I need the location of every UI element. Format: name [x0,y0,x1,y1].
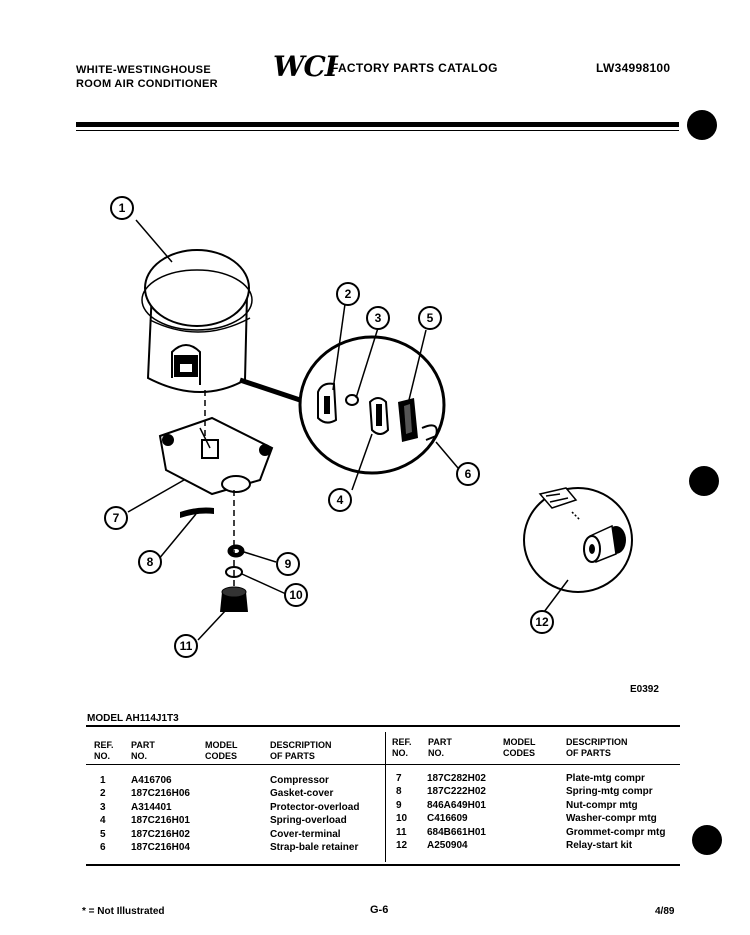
wci-logo: WCI [273,50,337,83]
catalog-number: LW34998100 [596,61,671,75]
table-row: 9 846A649H01 Nut-compr mtg [396,799,638,811]
table-row: 1 A416706 Compressor [100,774,329,786]
callout-12: 12 [530,610,554,634]
parts-list-left [100,774,390,855]
parts-list-right [396,772,686,853]
callout-3: 3 [366,306,390,330]
footer-page-number: G-6 [370,904,389,916]
table-row: 10 C416609 Washer-compr mtg [396,813,657,824]
table-row: 4 187C216H01 Spring-overload [100,815,347,826]
mounting-plate-drawing [160,418,272,494]
callout-9: 9 [276,552,300,576]
binder-hole-bottom [692,825,722,855]
callout-8: 8 [138,550,162,574]
brand-line-2: ROOM AIR CONDITIONER [76,78,218,90]
header-ref-no-right: REF. NO. [392,737,412,758]
callout-10: 10 [284,583,308,607]
electrical-detail-circle [300,337,444,473]
header-description-right: DESCRIPTION OF PARTS [566,737,628,758]
table-row: 12 A250904 Relay-start kit [396,840,633,851]
table-row: 8 187C222H02 Spring-mtg compr [396,786,653,797]
footer-note: * = Not Illustrated [82,906,165,917]
table-row: 5 187C216H02 Cover-terminal [100,828,341,840]
table-bottom-rule [86,864,680,866]
table-row: 11 684B661H01 Grommet-compr mtg [396,826,666,838]
table-header-rule [86,764,680,765]
header-model-codes-right: MODEL CODES [503,737,536,758]
relay-kit-circle [524,488,632,592]
spring-mtg-drawing [180,508,214,519]
table-row: 3 A314401 Protector-overload [100,801,360,813]
callout-7: 7 [104,506,128,530]
catalog-title: FACTORY PARTS CATALOG [331,61,498,75]
header-part-no-right: PART NO. [428,737,452,758]
header-ref-no-left: REF. NO. [94,740,114,761]
header-part-no-left: PART NO. [131,740,155,761]
callout-5: 5 [418,306,442,330]
header-description-left: DESCRIPTION OF PARTS [270,740,332,761]
table-row: 6 187C216H04 Strap-bale retainer [100,842,359,853]
zoom-leader [240,380,300,400]
figure-code: E0392 [630,684,659,695]
brand-line-1: WHITE-WESTINGHOUSE [76,64,211,76]
model-line: MODEL AH114J1T3 [87,713,179,724]
callout-1: 1 [110,196,134,220]
callout-6: 6 [456,462,480,486]
compressor-drawing [142,250,252,392]
header-model-codes-left: MODEL CODES [205,740,238,761]
footer-date: 4/89 [655,906,675,917]
table-top-rule [86,725,680,727]
callout-2: 2 [336,282,360,306]
table-row: 2 187C216H06 Gasket-cover [100,788,334,799]
callout-4: 4 [328,488,352,512]
callout-11: 11 [174,634,198,658]
table-row: 7 187C282H02 Plate-mtg compr [396,772,645,784]
grommet-drawing [220,587,248,612]
